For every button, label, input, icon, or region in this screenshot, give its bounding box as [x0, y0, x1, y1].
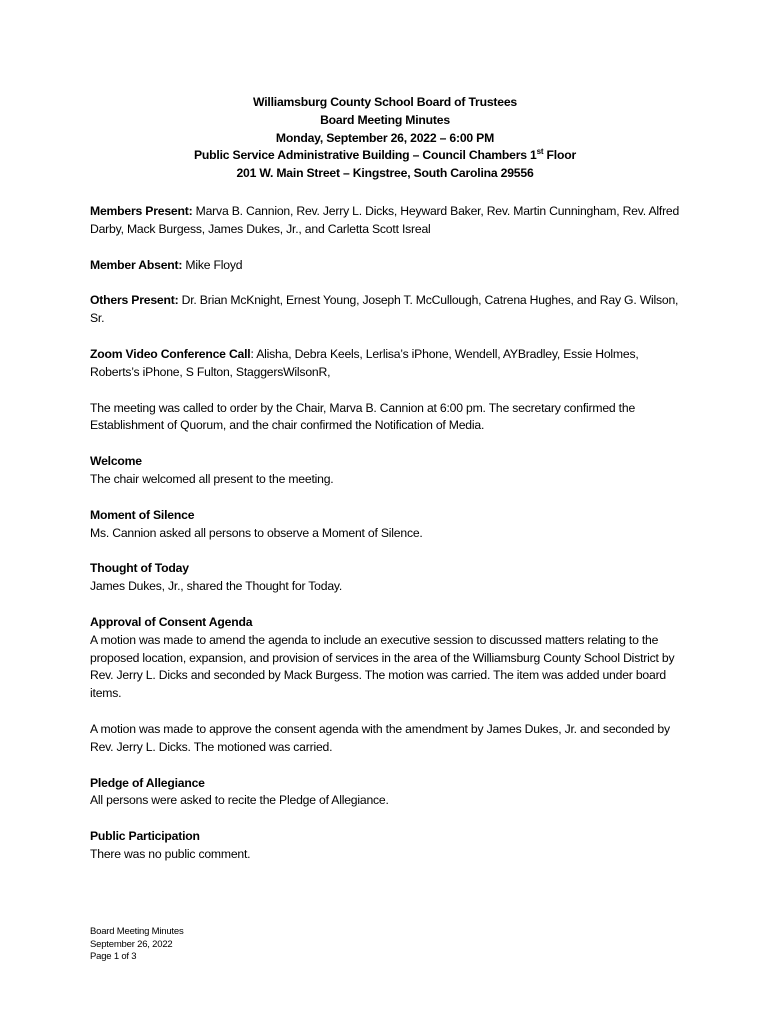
member-absent: [90, 257, 680, 275]
document-title: Board Meeting Minutes: [320, 112, 450, 127]
pledge-text: All persons were asked to recite the Pledge of Allegiance.: [90, 793, 389, 808]
zoom-attendees: [90, 346, 680, 382]
consent-agenda-heading: Approval of Consent Agenda: [90, 614, 253, 629]
meeting-datetime: Monday, September 26, 2022 – 6:00 PM: [275, 130, 495, 145]
others-present-text: Dr. Brian McKnight, Ernest Young, Joseph T. McCullough, Catrena Hughes, and Ray G. Wilson, Sr.: [90, 293, 679, 326]
zoom-text: : Alisha, Debra Keels, Lerlisa’s iPhone, Wendell, AYBradley, Essie Holmes, Roberts’s iPhone, S Fulton, StaggersWilsonR,: [90, 346, 639, 379]
footer-date: September 26, 2022: [90, 938, 173, 950]
members-present-label: Members Present:: [90, 203, 193, 218]
thought-of-today-text: James Dukes, Jr., shared the Thought for Today.: [90, 579, 343, 594]
welcome-text: The chair welcomed all present to the meeting.: [90, 471, 334, 486]
welcome-section: [90, 453, 680, 489]
welcome-heading: Welcome: [90, 454, 142, 469]
meeting-location: Public Service Administrative Building – Council Chambers 1st Floor: [193, 147, 576, 163]
page-footer: [90, 926, 184, 964]
zoom-label: Zoom Video Conference Call: [90, 346, 251, 361]
page-number: Page 1 of 3: [90, 951, 137, 963]
moment-of-silence-section: [90, 507, 680, 543]
member-absent-text: Mike Floyd: [185, 257, 243, 272]
footer-title: Board Meeting Minutes: [90, 926, 184, 937]
others-present-label: Others Present:: [90, 293, 179, 308]
call-to-order: The meeting was called to order by the Chair, Marva B. Cannion at 6:00 pm. The secretary confirmed the Establishment of Quorum, and the chair confirmed the Notification of Media.: [90, 400, 636, 433]
organization-name: Williamsburg County School Board of Trustees: [253, 95, 517, 109]
thought-of-today-heading: Thought of Today: [90, 561, 189, 576]
pledge-heading: Pledge of Allegiance: [90, 775, 205, 790]
meeting-address: 201 W. Main Street – Kingstree, South Carolina 29556: [236, 166, 534, 181]
members-present-text: Marva B. Cannion, Rev. Jerry L. Dicks, Heyward Baker, Rev. Martin Cunningham, Rev. Alfred Darby, Mack Burgess, James Dukes, Jr., and Carletta Scott Isreal: [90, 203, 680, 236]
consent-agenda-text-1: A motion was made to amend the agenda to include an executive session to discussed matters relating to the proposed location, expansion, and provision of services in the area of the Williamsburg County School District by Rev. Jerry L. Dicks and seconded by Mack Burgess. The motion was carried. The item was added under board items.: [90, 632, 675, 701]
pledge-section: [90, 775, 680, 811]
members-present: [90, 203, 680, 239]
public-participation-text: There was no public comment.: [90, 846, 251, 861]
document-page: [90, 94, 680, 882]
moment-of-silence-heading: Moment of Silence: [90, 507, 195, 522]
others-present: [90, 292, 680, 328]
member-absent-label: Member Absent:: [90, 257, 183, 272]
public-participation-section: [90, 828, 680, 864]
consent-agenda-section: [90, 614, 680, 703]
moment-of-silence-text: Ms. Cannion asked all persons to observe a Moment of Silence.: [90, 525, 423, 540]
document-header: [90, 94, 680, 183]
thought-of-today-section: [90, 560, 680, 596]
consent-agenda-text-2: A motion was made to approve the consent agenda with the amendment by James Dukes, Jr. and seconded by Rev. Jerry L. Dicks. The motioned was carried.: [90, 721, 670, 754]
public-participation-heading: Public Participation: [90, 829, 200, 844]
